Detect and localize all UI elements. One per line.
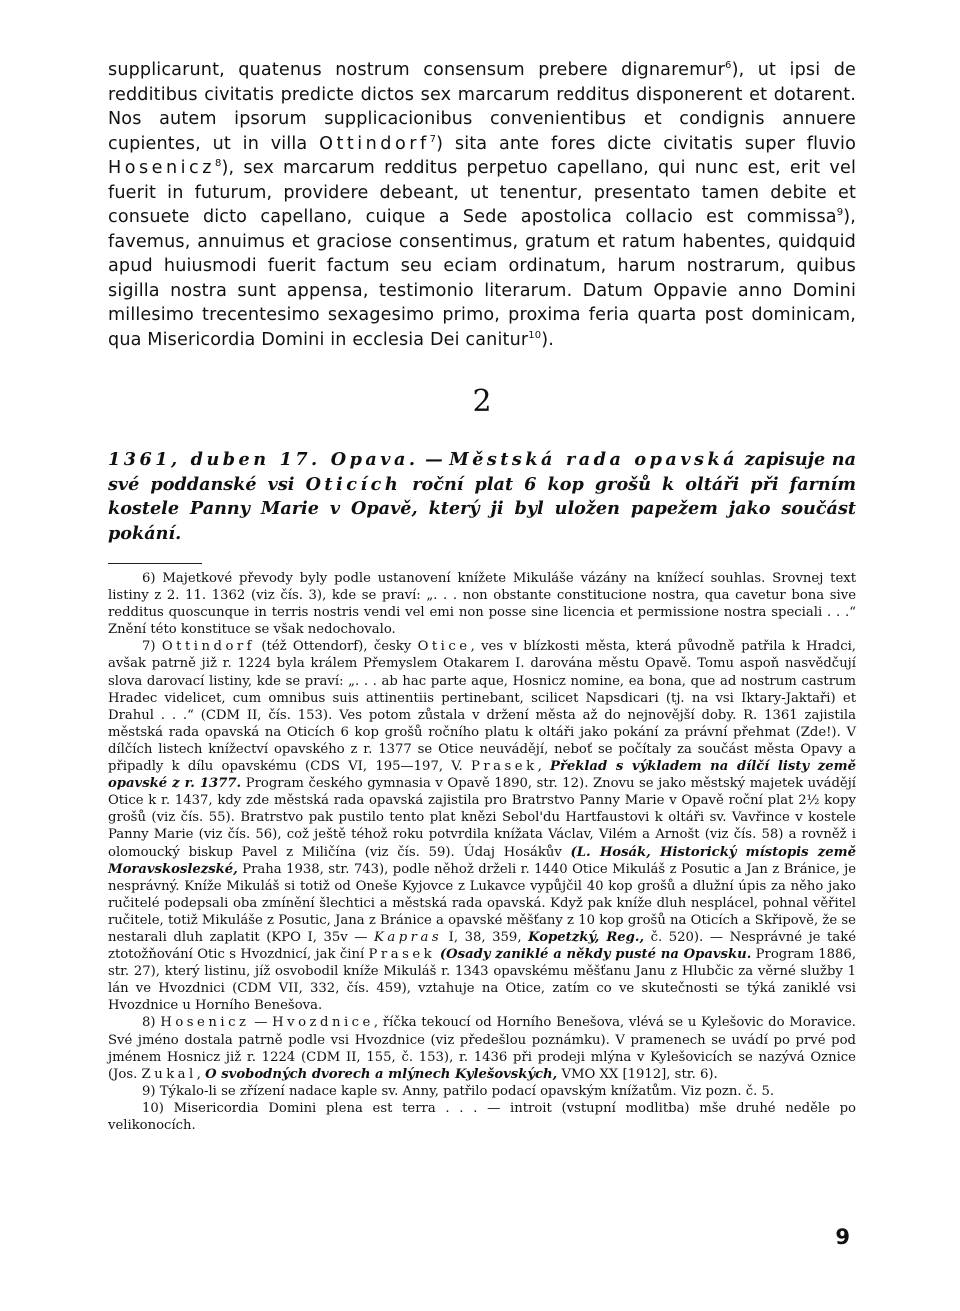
regest-village: Oticích [305, 473, 402, 495]
document-number: 2 [472, 384, 492, 419]
footnote-author: Kapras [374, 929, 443, 945]
footnote-text: Program 1886, str. 27), který listinu, jíž osvobodil kníže Mikuláš r. 1343 opavskému měšťanu Janu z Hlubčic za věrné služby 1 lán ve Hvozdnici (CDM VII, 332, čís. 459), vztahuje na Otice, zatím co ve skutečnosti se týká zaniklé vsi Hvozdnice u Horního Benešova. [108, 947, 857, 1014]
regest-dash: — [418, 449, 450, 470]
charter-text-part: ), ut ipsi de redditibus civitatis predicte dictos sex marcarum redditus disponerent et dotarent. Nos autem ipsorum supplicacionibus convenientibus et condignis annuere cupientes, ut in villa [108, 60, 856, 154]
charter-text-part: ), sex marcarum redditus perpetuo capellano, qui nunc est, erit vel fuerit in futurum, providere debeant, ut tenentur, presentato tamen debite et consuete dicto capellano, cuique a Sede apostolica collacio est commissa [108, 158, 856, 227]
footnote-text: , ves v blízkosti města, která původně patřila k Hradci, avšak patrně již r. 1224 byla králem Přemyslem Otakarem I. darována městu Opavě. Tomu aspoň nasvědčují slova darovací listiny, kde se praví: „. . . ab hac parte aque, Hosnicz nomine, ea bona, que ad nostrum castrum Hradec videlicet, cum omnibus suis attinentiis pertinebant, scilicet Napsdicari (tj. na vsi Iktary-Jaktaři) et Drahul . . .“ (CDM II, čís. 153). Ves potom zůstala v držení města až do nejnovější doby. R. 1361 zajistila městská rada opavská na Oticích 6 kop grošů ročního platu k oltáři jako pokání za právní přehmat (Zde!). V dílčích listech knížectví opavského z r. 1377 se Otice neuvádějí, neboť se počítaly za součást města Opavy a připadly k dílu opavskému (CDS VI, 195—197, V. [108, 639, 856, 775]
place-name-ottindorf: Ottindorf [319, 133, 430, 154]
footnote-mark: 6) [142, 571, 156, 586]
footnote-text: č. 520). — Nesprávné je také ztotožňování Otic s Hvozdnicí, jak činí [108, 929, 856, 963]
footnote-10 [108, 1100, 856, 1134]
footnote-author: Kopetzký, Reg., [528, 929, 645, 945]
footnote-text: Majetkové převody byly podle ustanovení knížete Mikuláše vázány na knížecí souhlas. Srovnej text listiny z 2. 11. 1362 (viz čís. 3), kde se praví: „. . . non obstante constitucione nostra, qua cavetur bona sive redditus quoscunque in terris nostris vendi vel emi non posse sine licencia et permissione nostra speciali . . .“ Znění této konstituce se však nedochovalo. [108, 571, 856, 638]
footnote-text: Týkalo-li se zřízení nadace kaple sv. Anny, patřilo podací opavským knížatům. Viz pozn. č. 5. [155, 1083, 775, 1099]
footnote-name: Otice [417, 639, 471, 655]
footnote-text: — [249, 1015, 273, 1031]
charter-text-part: supplicarunt, quatenus nostrum consensum prebere dignaremur [108, 60, 726, 80]
footnote-text: I, 38, 359, [442, 929, 529, 945]
regest-text: roční plat 6 kop grošů k oltáři při farním kostele Panny Marie v Opavě, který ji byl uložen papežem jako součást pokání. [108, 473, 856, 544]
footnote-ref-7[interactable]: 7 [429, 133, 437, 145]
footnote-title: (L. Hosák, Historický místopis země Moravskoslezské, [108, 844, 856, 877]
regest-text: zapisuje na své poddanské vsi [108, 449, 856, 495]
footnote-text: , říčka tekoucí od Horního Benešova, vlévá se u Kylešovic do Moravice. Své jméno dostala patrně podle vsi Hvozdnice (viz předešlou poznámku). V pramenech se uvádí po prvé pod jménem Hosnicz již r. 1224 (CDM II, 155, č. 153), r. 1436 při prodeji mlýna v Kylešovicích se nazývá Oznice (Jos. [108, 1015, 856, 1082]
footnote-9 [108, 1083, 856, 1100]
footnote-8 [108, 1014, 856, 1082]
charter-text-part: ) sita ante fores dicte civitatis super fluvio [436, 133, 856, 154]
regest-date: 1361, duben 17. Opava. [108, 449, 419, 470]
charter-text-part: ), favemus, annuimus et graciose consentimus, gratum et ratum habentes, quidquid apud huiusmodi fuerit factum seu eciam ordinatum, harum nostrarum, quibus sigilla nostra sunt appensa, testimonio literarum. Datum Oppavie anno Domini millesimo trecentesimo sexagesimo primo, proxima feria quarta post dominicam, qua Misericordia Domini in ecclesia Dei canitur [108, 207, 856, 350]
footnote-6 [108, 570, 856, 638]
footnote-title: O svobodných dvorech a mlýnech Kylešovských, [205, 1066, 558, 1082]
regest-actor: Městská rada opavská [449, 449, 739, 470]
footnote-name: Hosenicz [160, 1015, 250, 1031]
footnote-ref-10[interactable]: 10 [528, 329, 542, 341]
footnote-divider [108, 563, 202, 564]
footnote-mark: 8) [142, 1015, 156, 1031]
footnote-text: Misericordia Domini plena est terra . . . — introit (vstupní modlitba) mše druhé neděle po velikonocích. [108, 1100, 856, 1133]
footnote-mark: 10) [142, 1100, 164, 1116]
charter-text [108, 58, 856, 352]
page-content [108, 58, 856, 1134]
footnote-text: VMO XX [1912], str. 6). [557, 1066, 718, 1082]
footnote-name: Hvozdnice [272, 1015, 374, 1031]
footnote-name: Ottindorf [161, 639, 256, 655]
footnote-ref-9[interactable]: 9 [836, 207, 844, 219]
footnotes [108, 570, 856, 1134]
charter-text-part: ). [541, 329, 555, 350]
footnote-ref-6[interactable]: 6 [725, 60, 732, 72]
footnote-7 [108, 638, 856, 1014]
footnote-author: Zukal [141, 1066, 197, 1082]
footnote-title: Překlad s výkladem na dílčí listy země opavské z r. 1377. [108, 759, 856, 792]
footnote-text: , [196, 1066, 206, 1082]
footnote-author: Prasek [470, 759, 538, 775]
footnote-text: , [537, 759, 551, 775]
footnote-ref-8[interactable]: 8 [214, 158, 222, 170]
footnote-mark: 7) [142, 639, 156, 655]
footnote-title: (Osady zaniklé a někdy pusté na Opavsku. [435, 947, 752, 963]
footnote-text: (též Ottendorf), česky [255, 639, 418, 655]
place-name-hosenicz: Hosenicz [108, 158, 215, 178]
page-number: 9 [835, 1225, 850, 1249]
footnote-author: Prasek [368, 947, 436, 963]
footnote-text: Program českého gymnasia v Opavě 1890, str. 12). Znovu se jako městský majetek uvádějí Otice k r. 1437, kdy zde městská rada opavská zajistila pro Bratrstvo Panny Marie v Opavě roční plat 2½ kopy grošů (viz čís. 55). Bratrstvo pak pustilo tento plat knězi Sebol'du Hartfaustovi k oltáři sv. Vavřince v kostele Panny Marie (viz čís. 56), což ještě téhož roku potvrdila knížata Václav, Vilém a Arnošt (viz čís. 58) a rovněž i olomoucký biskup Pavel z Miličína (viz čís. 59). Údaj Hosákův [108, 776, 856, 860]
footnote-mark: 9) [142, 1083, 156, 1099]
regest [108, 448, 856, 546]
footnote-text: Praha 1938, str. 743), podle něhož drželi r. 1440 Otice Mikuláš z Posutic a Jan z Bránice, je nesprávný. Kníže Mikuláš si totiž od Oneše Kyjovce z Lukavce vypůjčil 40 kop grošů a dlužní úpis za něho jako ručitelé podepsali oba zmínění šlechtici a městská rada opavská. Když pak kníže dluh nesplácel, pohnal věřitel ručitele, totiž Mikuláše z Posutic, Jana z Bránice a opavské měšťany z 10 kop grošů na Oticích a Skřipově, že se nestarali dluh zaplatit (KPO I, 35v — [108, 861, 856, 945]
